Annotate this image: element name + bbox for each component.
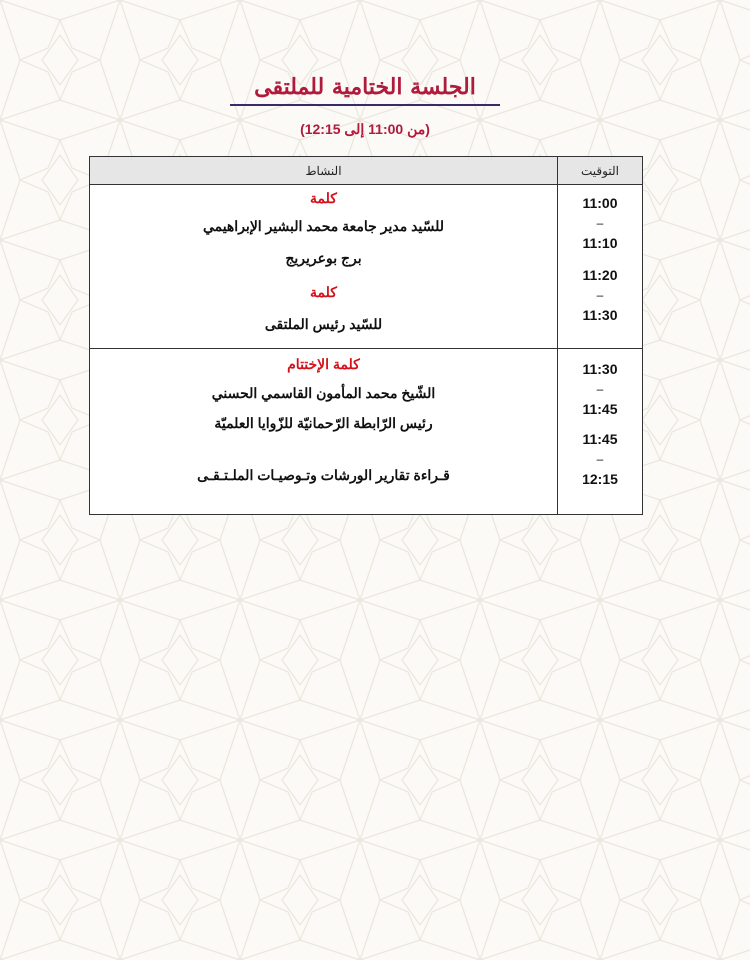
- activity-label: كلمة الإختتام: [287, 356, 360, 372]
- time-separator: –: [596, 382, 604, 396]
- time-end: 11:30: [582, 307, 618, 323]
- table-row: [90, 185, 643, 349]
- table-header-row: [90, 157, 643, 185]
- time-separator: –: [596, 288, 604, 302]
- table-row: [90, 349, 643, 515]
- header-activity: النشاط: [90, 157, 558, 185]
- activity-speaker-detail: رئيس الرّابطة الرّحمانيّة للزّوايا العلميّة: [214, 415, 433, 431]
- time-separator: –: [596, 452, 604, 466]
- activity-label: كلمة: [310, 284, 337, 300]
- time-start: 11:20: [582, 267, 618, 283]
- schedule-table: [89, 156, 643, 515]
- session-title: الجلسة الختامية للملتقى: [230, 70, 500, 106]
- activity-label: كلمة: [310, 190, 337, 206]
- time-cell: [558, 349, 643, 515]
- time-end: 12:15: [582, 471, 618, 487]
- activity-speaker: الشّيخ محمد المأمون القاسمي الحسني: [211, 385, 436, 401]
- time-end: 11:45: [582, 401, 618, 417]
- time-start: 11:30: [582, 361, 618, 377]
- time-start: 11:45: [582, 431, 618, 447]
- activity-cell: [90, 185, 558, 349]
- time-start: 11:00: [582, 195, 618, 211]
- time-cell: [558, 185, 643, 349]
- activity-speaker-detail: برج بوعريريج: [285, 250, 362, 266]
- header-time: التوقيت: [558, 157, 643, 185]
- activity-speaker: للسّيد رئيس الملتقى: [264, 316, 383, 332]
- session-time-range: (من 11:00 إلى 12:15): [300, 121, 430, 137]
- activity-item: قـراءة تقارير الورشات وتـوصيـات الملـتـقـى: [197, 467, 450, 483]
- time-end: 11:10: [582, 235, 618, 251]
- time-separator: –: [596, 216, 604, 230]
- activity-speaker: للسّيد مدير جامعة محمد البشير الإبراهيمي: [202, 218, 445, 234]
- activity-cell: [90, 349, 558, 515]
